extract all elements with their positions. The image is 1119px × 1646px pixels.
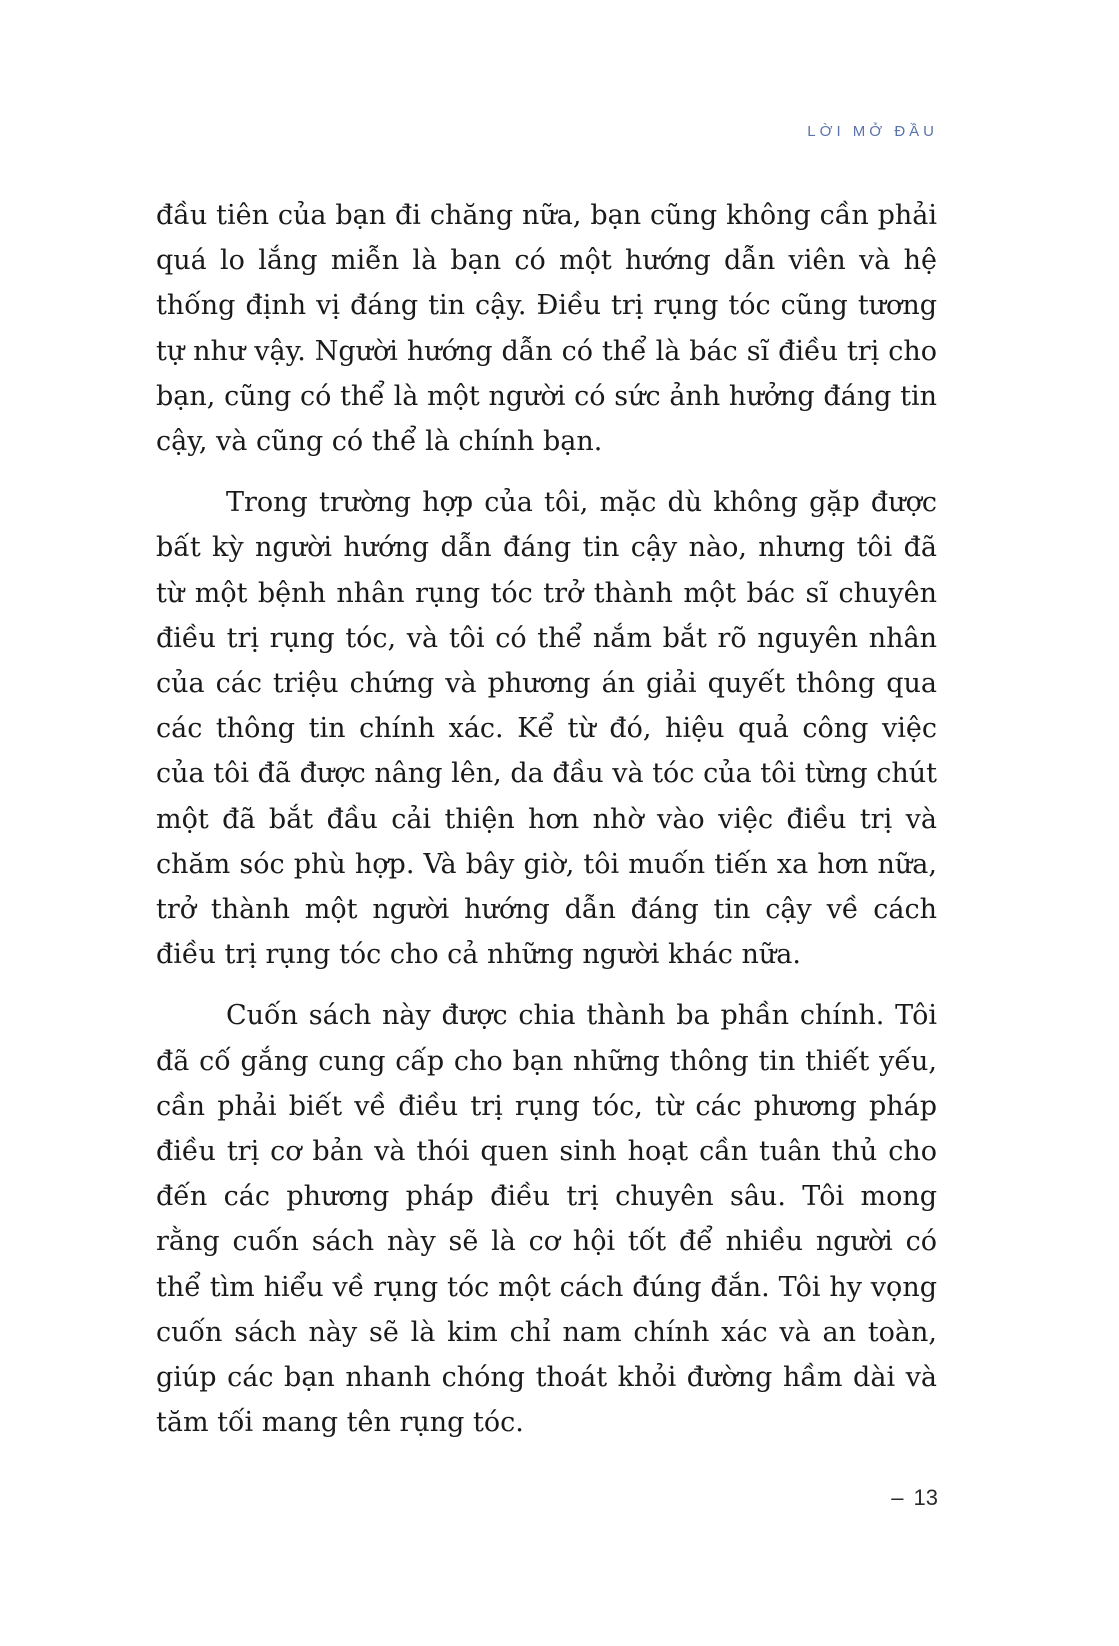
- paragraph: Trong trường hợp của tôi, mặc dù không gặp được bất kỳ người hướng dẫn đáng tin cậy nào, nhưng tôi đã từ một bệnh nhân rụng tóc trở thành một bác sĩ chuyên điều trị rụng tóc, và tôi có thể nắm bắt rõ nguyên nhân của các triệu chứng và phương án giải quyết thông qua các thông tin chính xác. Kể từ đó, hiệu quả công việc của tôi đã được nâng lên, da đầu và tóc của tôi từng chút một đã bắt đầu cải thiện hơn nhờ vào việc điều trị và chăm sóc phù hợp. Và bây giờ, tôi muốn tiến xa hơn nữa, trở thành một người hướng dẫn đáng tin cậy về cách điều trị rụng tóc cho cả những người khác nữa.: [156, 487, 937, 971]
- running-header: LỜI MỞ ĐẦU: [807, 123, 938, 140]
- page-number-value: 13: [913, 1485, 938, 1510]
- page-number-dash: –: [891, 1485, 904, 1510]
- paragraph: đầu tiên của bạn đi chăng nữa, bạn cũng không cần phải quá lo lắng miễn là bạn có một hướng dẫn viên và hệ thống định vị đáng tin cậy. Điều trị rụng tóc cũng tương tự như vậy. Người hướng dẫn có thể là bác sĩ điều trị cho bạn, cũng có thể là một người có sức ảnh hưởng đáng tin cậy, và cũng có thể là chính bạn.: [156, 200, 937, 458]
- page-number: [891, 1485, 938, 1511]
- paragraph: Cuốn sách này được chia thành ba phần chính. Tôi đã cố gắng cung cấp cho bạn những thông tin thiết yếu, cần phải biết về điều trị rụng tóc, từ các phương pháp điều trị cơ bản và thói quen sinh hoạt cần tuân thủ cho đến các phương pháp điều trị chuyên sâu. Tôi mong rằng cuốn sách này sẽ là cơ hội tốt để nhiều người có thể tìm hiểu về rụng tóc một cách đúng đắn. Tôi hy vọng cuốn sách này sẽ là kim chỉ nam chính xác và an toàn, giúp các bạn nhanh chóng thoát khỏi đường hầm dài và tăm tối mang tên rụng tóc.: [156, 1000, 937, 1439]
- body-text: [156, 193, 937, 1461]
